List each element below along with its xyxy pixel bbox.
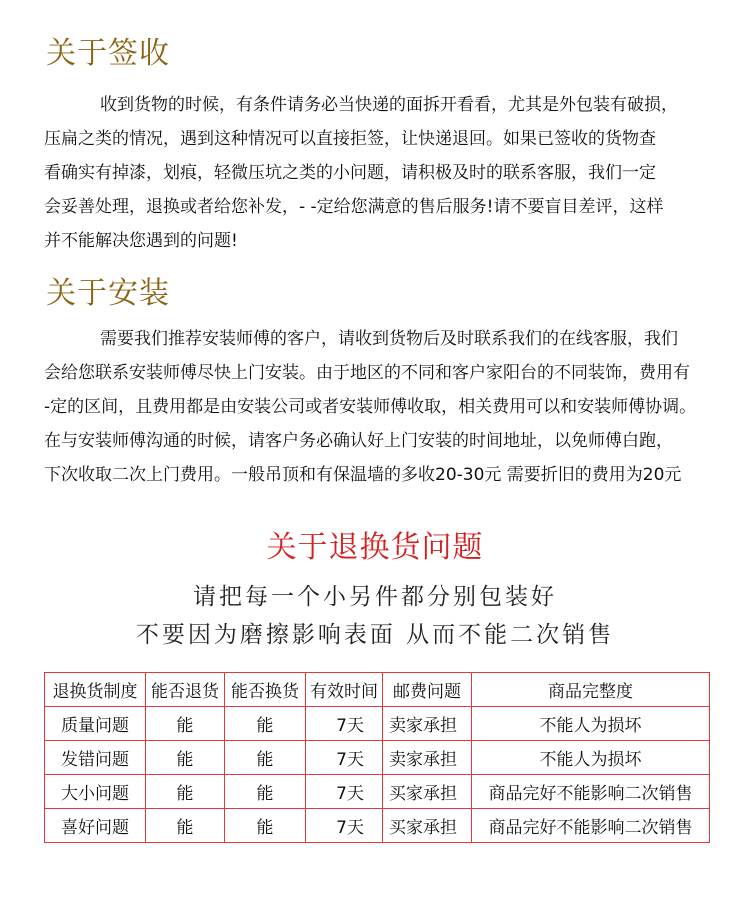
table-row bbox=[45, 741, 710, 775]
table-cell: 能 bbox=[146, 741, 225, 775]
table-cell: 7天 bbox=[306, 809, 383, 843]
install-section-title: 关于安装 bbox=[46, 276, 170, 311]
sign-line: 看确实有掉漆，划痕，轻微压坑之类的小问题，请积极及时的联系客服，我们一定 bbox=[44, 163, 656, 183]
table-cell: 卖家承担 bbox=[383, 707, 472, 741]
table-row bbox=[45, 809, 710, 843]
install-line: 在与安装师傅沟通的时候，请客户务必确认好上门安装的时间地址，以免师傅白跑， bbox=[44, 431, 673, 451]
table-cell: 能 bbox=[225, 741, 306, 775]
table-cell: 能 bbox=[146, 775, 225, 809]
table-cell: 大小问题 bbox=[45, 775, 146, 809]
sign-line: 会妥善处理，退换或者给您补发，- -定给您满意的售后服务!请不要盲目差评，这样 bbox=[44, 197, 664, 217]
table-cell: 能 bbox=[225, 775, 306, 809]
table-row bbox=[45, 707, 710, 741]
table-cell: 买家承担 bbox=[383, 775, 472, 809]
table-row bbox=[45, 775, 710, 809]
table-cell: 7天 bbox=[306, 707, 383, 741]
header-cell: 商品完整度 bbox=[472, 673, 710, 707]
header-cell: 能否退货 bbox=[146, 673, 225, 707]
header-cell: 邮费问题 bbox=[383, 673, 472, 707]
install-paragraph bbox=[44, 322, 724, 492]
sign-section-title: 关于签收 bbox=[46, 36, 170, 71]
table-cell: 喜好问题 bbox=[45, 809, 146, 843]
header-cell: 能否换货 bbox=[225, 673, 306, 707]
install-line: 会给您联系安装师傅尽快上门安装。由于地区的不同和客户家阳台的不同装饰，费用有 bbox=[44, 363, 690, 383]
table-cell: 卖家承担 bbox=[383, 741, 472, 775]
table-cell: 能 bbox=[225, 707, 306, 741]
packing-notice-line: 不要因为磨擦影响表面 从而不能二次销售 bbox=[135, 622, 615, 648]
packing-notice-line: 请把每一个小另件都分别包装好 bbox=[193, 584, 557, 610]
install-line: 需要我们推荐安装师傅的客户，请收到货物后及时联系我们的在线客服，我们 bbox=[100, 329, 678, 349]
table-cell: 质量问题 bbox=[45, 707, 146, 741]
table-cell: 发错问题 bbox=[45, 741, 146, 775]
sign-line: 压扁之类的情况，遇到这种情况可以直接拒签，让快递退回。如果已签收的货物查 bbox=[44, 129, 656, 149]
returns-section-title: 关于退换货问题 bbox=[266, 530, 484, 565]
sign-line: 并不能解决您遇到的问题! bbox=[44, 231, 238, 251]
install-line: 下次收取二次上门费用。一般吊顶和有保温墙的多收20-30元 需要折旧的费用为20元 bbox=[44, 465, 682, 485]
sign-paragraph bbox=[44, 88, 724, 258]
table-cell: 能 bbox=[225, 809, 306, 843]
table-header-row bbox=[45, 673, 710, 707]
table-cell: 不能人为损坏 bbox=[472, 741, 710, 775]
table-cell: 能 bbox=[146, 809, 225, 843]
table-cell: 买家承担 bbox=[383, 809, 472, 843]
table-cell: 7天 bbox=[306, 741, 383, 775]
table-cell: 商品完好不能影响二次销售 bbox=[472, 809, 710, 843]
header-cell: 退换货制度 bbox=[45, 673, 146, 707]
sign-line: 收到货物的时候，有条件请务必当快递的面拆开看看，尤其是外包装有破损， bbox=[100, 95, 678, 115]
return-policy-table bbox=[44, 672, 710, 843]
table-cell: 能 bbox=[146, 707, 225, 741]
table-cell: 商品完好不能影响二次销售 bbox=[472, 775, 710, 809]
install-line: -定的区间，且费用都是由安装公司或者安装师傅收取，相关费用可以和安装师傅协调。 bbox=[44, 397, 697, 417]
table-cell: 不能人为损坏 bbox=[472, 707, 710, 741]
header-cell: 有效时间 bbox=[306, 673, 383, 707]
table-cell: 7天 bbox=[306, 775, 383, 809]
